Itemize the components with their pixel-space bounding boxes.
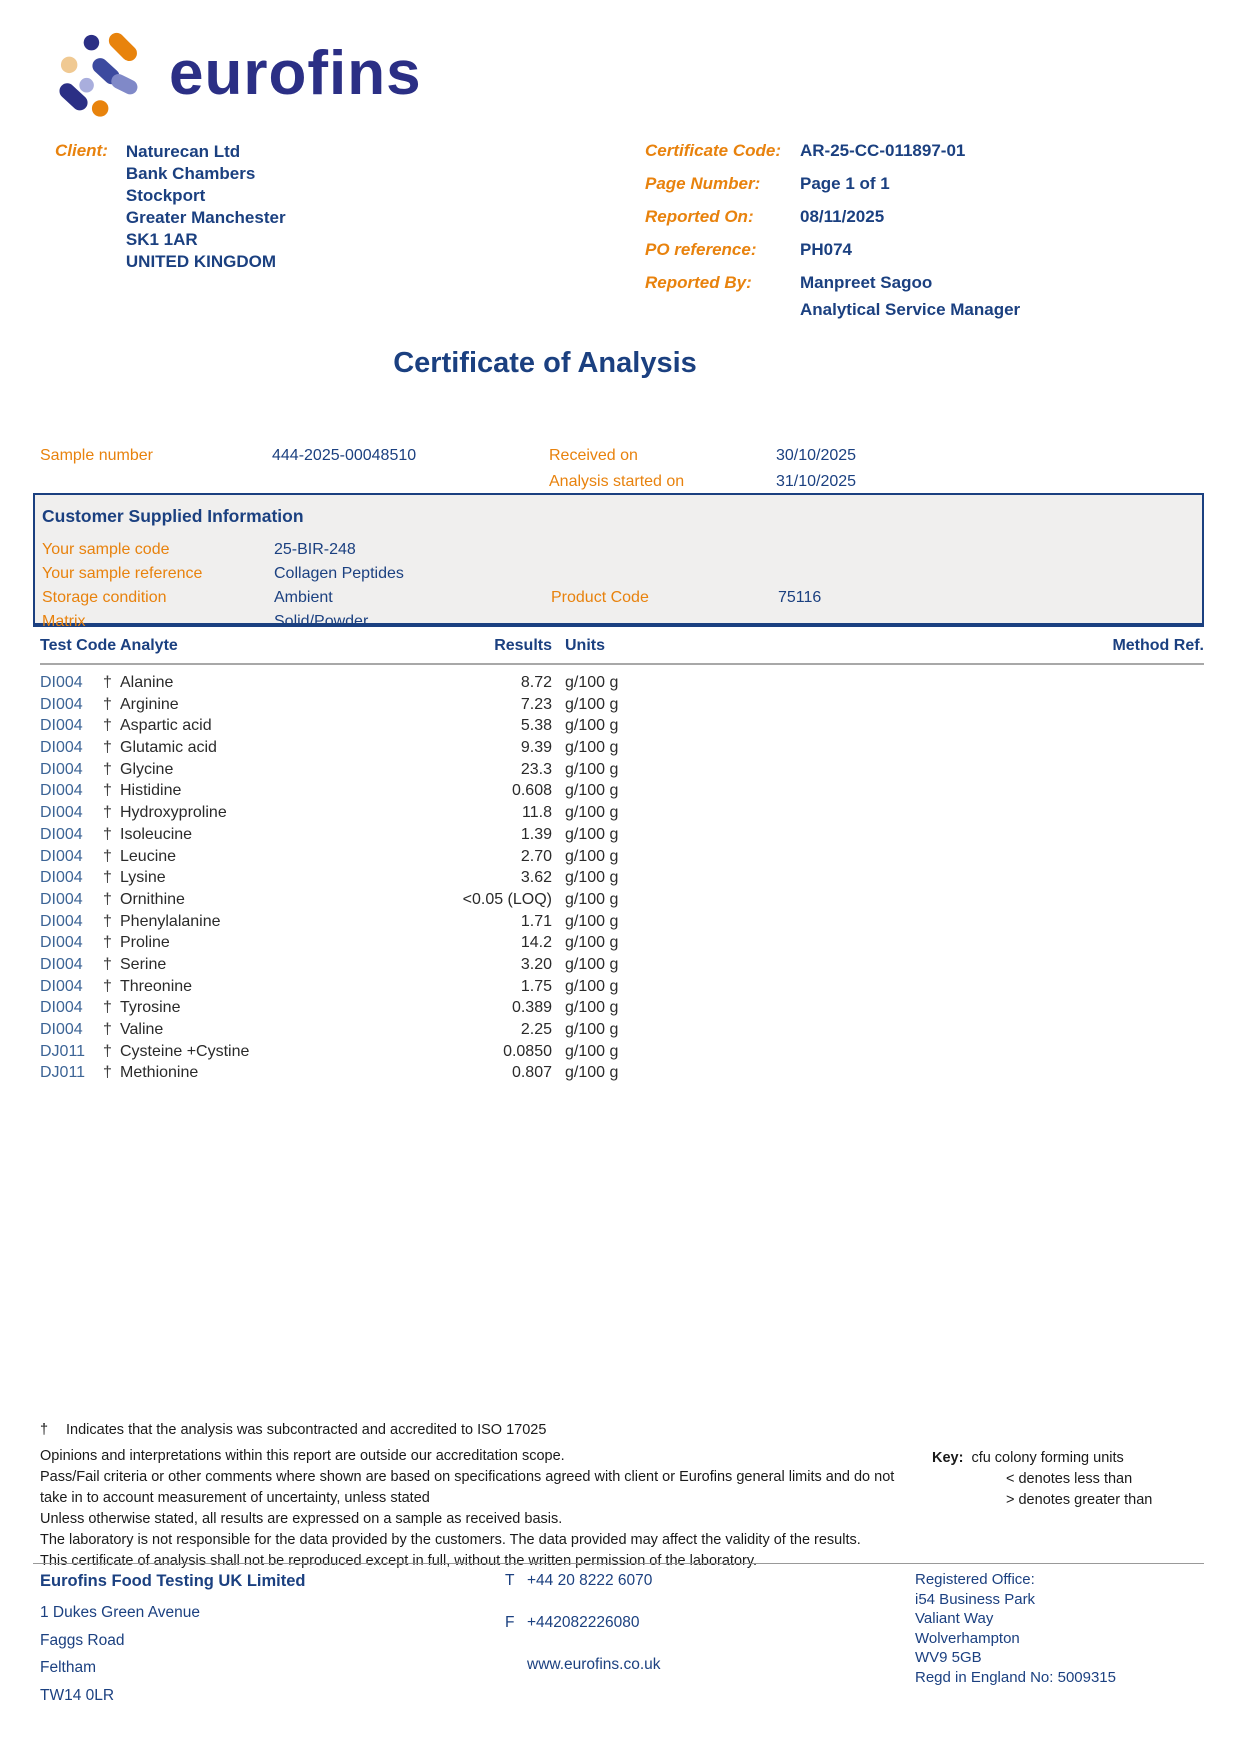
dagger-icon: † [103,869,112,887]
logo-wordmark: eurofins [169,38,422,108]
cell-result: 2.25 [520,1021,552,1038]
customer-info-row [42,562,1202,586]
dagger-icon: † [103,1021,112,1038]
footnote-section [40,1422,1204,1572]
dagger-icon: † [103,1064,112,1082]
cell-units: g/100 g [565,1064,619,1082]
cell-method-ref [672,1041,1204,1063]
table-row [40,694,1204,716]
cell-analyte: Histidine [120,782,182,800]
header-info-section [0,141,1240,319]
table-row [40,759,1204,781]
header-test-code: Test Code [40,637,117,654]
cell-result: 7.23 [520,695,552,713]
meta-value: Manpreet Sagoo [800,273,933,292]
client-block [55,141,286,273]
client-label: Client: [55,141,108,160]
header-results: Results [494,637,552,654]
client-address-line: Greater Manchester [125,208,286,227]
cell-method-ref [672,715,1204,737]
contact-prefix: F [505,1614,515,1631]
cell-test-code: DI004 [40,782,83,800]
cell-result: 14.2 [520,934,552,952]
cell-units: g/100 g [565,934,619,952]
dagger-icon: † [103,804,112,822]
reported-by-title: Analytical Service Manager [800,300,1021,319]
cell-test-code: DI004 [40,674,83,691]
table-row [40,867,1204,889]
customer-info-value-2 [778,610,1202,634]
cell-units: g/100 g [565,955,619,973]
meta-row [645,207,1020,227]
cell-units: g/100 g [565,825,619,843]
footer-contact-row [505,1572,661,1590]
cell-result: 9.39 [520,739,552,757]
customer-info-label: Storage condition [42,589,167,606]
cell-method-ref [672,976,1204,998]
table-row [40,1041,1204,1063]
contact-value: +44 20 8222 6070 [527,1572,653,1589]
customer-info-value: Collagen Peptides [274,565,404,582]
table-row [40,824,1204,846]
dagger-icon: † [103,782,112,800]
received-on-value: 30/10/2025 [776,447,857,464]
meta-label: Reported By: [645,273,752,292]
meta-value: Page 1 of 1 [800,174,890,193]
cell-method-ref [672,932,1204,954]
sample-row-1 [40,443,1204,469]
cell-result: 8.72 [520,674,552,691]
key-less-than: < denotes less than [1006,1471,1133,1487]
key-label: Key: [932,1450,964,1466]
cell-analyte: Phenylalanine [120,912,221,930]
dagger-icon: † [103,999,112,1017]
contact-prefix: T [505,1572,515,1589]
cell-method-ref [672,737,1204,759]
header-logo [55,35,1240,117]
cell-result: 0.807 [511,1064,552,1082]
cell-test-code: DJ011 [40,1064,86,1082]
cell-test-code: DI004 [40,977,83,995]
cell-result: 0.0850 [503,1042,552,1060]
customer-info-rows [42,538,1202,634]
dagger-icon: † [103,977,112,995]
table-row [40,802,1204,824]
cell-method-ref [672,780,1204,802]
dagger-icon: † [103,890,112,908]
cell-test-code: DI004 [40,999,83,1017]
cell-method-ref [672,911,1204,933]
cell-analyte: Arginine [120,695,179,713]
disclaimer-line: take in to account measurement of uncertainty, unless stated [40,1490,430,1506]
analysis-started-label: Analysis started on [549,473,685,490]
dagger-icon: † [103,955,112,973]
footer-company-block [40,1572,306,1709]
dagger-icon: † [103,912,112,930]
meta-label: Reported On: [645,207,754,226]
dagger-icon: † [103,825,112,843]
disclaimer-line: This certificate of analysis shall not be reproduced except in full, without the written permission of the laboratory. [40,1553,758,1569]
page-title: Certificate of Analysis [393,347,697,379]
cell-units: g/100 g [565,674,619,691]
cell-analyte: Tyrosine [120,999,181,1017]
table-row [40,672,1204,694]
cell-units: g/100 g [565,739,619,757]
header-analyte: Analyte [120,637,178,654]
cell-test-code: DI004 [40,847,83,865]
disclaimer-line: Opinions and interpretations within this report are outside our accreditation scope. [40,1448,565,1464]
meta-label: PO reference: [645,240,757,259]
customer-info-value-2: 75116 [778,589,822,606]
cell-units: g/100 g [565,912,619,930]
customer-info-label: Matrix [42,613,86,630]
table-row [40,889,1204,911]
cell-test-code: DI004 [40,1021,83,1038]
customer-info-value-2 [778,562,1202,586]
cell-method-ref [672,802,1204,824]
cell-analyte: Ornithine [120,890,185,908]
dagger-footnote-text: Indicates that the analysis was subcontracted and accredited to ISO 17025 [66,1422,547,1438]
registered-office-line: i54 Business Park [915,1590,1036,1608]
cell-units: g/100 g [565,1021,619,1038]
registered-office-line: Valiant Way [915,1610,994,1627]
contact-prefix [505,1656,527,1674]
meta-row [645,240,1020,260]
table-row [40,932,1204,954]
table-row [40,846,1204,868]
certificate-meta-block [645,141,1020,320]
cell-result: 1.75 [520,977,552,995]
cell-analyte: Glutamic acid [120,739,217,757]
registered-office-line: WV9 5GB [915,1649,982,1666]
eurofins-logo-icon [55,30,155,122]
footer-contact-block [505,1572,661,1698]
cell-analyte: Proline [120,934,170,952]
registered-office-line: Regd in England No: 5009315 [915,1668,1116,1686]
footer-divider [33,1563,1204,1564]
reported-by-title-row [645,300,1020,320]
customer-supplied-info-box [33,493,1204,630]
cell-test-code: DI004 [40,934,83,952]
client-address-line: Bank Chambers [125,164,256,183]
cell-test-code: DI004 [40,760,83,778]
table-row [40,976,1204,998]
cell-result: 3.62 [520,869,552,887]
cell-method-ref [672,867,1204,889]
cell-analyte: Hydroxyproline [120,804,227,822]
client-address-line: UNITED KINGDOM [125,252,277,271]
customer-info-label: Your sample code [42,541,170,558]
disclaimer-line: The laboratory is not responsible for the data provided by the customers. The data provided may affect the validity of the results. [40,1532,861,1548]
analysis-started-value: 31/10/2025 [776,473,857,490]
cell-units: g/100 g [565,804,619,822]
received-on-label: Received on [549,447,638,464]
customer-info-row [42,586,1202,610]
cell-result: 1.71 [520,912,552,930]
cell-test-code: DI004 [40,717,83,735]
cell-units: g/100 g [565,782,619,800]
cell-units: g/100 g [565,869,619,887]
registered-office-line: Wolverhampton [915,1629,1020,1647]
customer-info-label-2 [551,562,778,586]
disclaimer-line: Pass/Fail criteria or other comments where shown are based on specifications agreed with client or Eurofins general limits and do not [40,1469,895,1485]
cell-analyte: Isoleucine [120,825,193,843]
meta-label: Certificate Code: [645,141,782,160]
header-units: Units [565,637,605,654]
contact-value: www.eurofins.co.uk [527,1656,661,1673]
customer-info-value: Ambient [274,589,333,606]
cell-units: g/100 g [565,1042,619,1060]
meta-row [645,141,1020,161]
cell-method-ref [672,1019,1204,1041]
meta-row [645,273,1020,293]
dagger-icon: † [103,760,112,778]
cell-method-ref [672,1062,1204,1084]
cell-result: <0.05 (LOQ) [462,890,552,908]
cell-units: g/100 g [565,847,619,865]
cell-analyte: Threonine [120,977,193,995]
cell-units: g/100 g [565,760,619,778]
customer-info-title: Customer Supplied Information [42,506,304,526]
header-method-ref: Method Ref. [1112,637,1204,654]
results-table-header [40,637,1204,665]
cell-method-ref [672,824,1204,846]
table-row [40,780,1204,802]
customer-info-label-2 [551,538,778,562]
dagger-symbol: † [40,1422,49,1438]
sample-number-value: 444-2025-00048510 [272,447,417,464]
customer-info-value: Solid/Powder [274,613,369,630]
cell-units: g/100 g [565,999,619,1017]
cell-analyte: Leucine [120,847,177,865]
results-table-body [40,672,1204,1084]
cell-result: 5.38 [520,717,552,735]
cell-method-ref [672,694,1204,716]
cell-method-ref [672,997,1204,1019]
cell-method-ref [672,954,1204,976]
cell-test-code: DI004 [40,869,83,887]
table-row [40,737,1204,759]
client-name: Naturecan Ltd [125,142,241,161]
meta-row [645,174,1020,194]
cell-result: 3.20 [520,955,552,973]
contact-value: +442082226080 [527,1614,640,1631]
dagger-icon: † [103,674,112,691]
cell-result: 2.70 [520,847,552,865]
key-cfu-text: cfu colony forming units [971,1450,1124,1466]
client-address [126,141,286,273]
cell-result: 11.8 [522,804,552,822]
customer-info-row [42,538,1202,562]
dagger-icon: † [103,847,112,865]
footer-address-line: Faggs Road [40,1631,125,1649]
cell-method-ref [672,846,1204,868]
client-address-line: SK1 1AR [125,230,198,249]
cell-analyte: Alanine [120,674,174,691]
cell-result: 0.389 [511,999,552,1017]
dagger-icon: † [103,739,112,757]
cell-test-code: DJ011 [40,1042,86,1060]
cell-test-code: DI004 [40,695,83,713]
footer-contact-row [505,1656,661,1674]
cell-result: 0.608 [511,782,552,800]
footer-address-line: 1 Dukes Green Avenue [40,1604,200,1621]
footer-registered-office-block [915,1570,1116,1687]
table-row [40,911,1204,933]
meta-label: Page Number: [645,174,761,193]
key-block [932,1448,1152,1511]
table-row [40,954,1204,976]
customer-info-value-2 [778,538,1202,562]
table-row [40,1062,1204,1084]
disclaimer-line: Unless otherwise stated, all results are expressed on a sample as received basis. [40,1511,563,1527]
cell-test-code: DI004 [40,739,83,757]
cell-units: g/100 g [565,717,619,735]
customer-info-label-2 [551,610,778,634]
dagger-icon: † [103,717,112,735]
sample-number-label: Sample number [40,447,153,464]
cell-analyte: Serine [120,955,167,973]
customer-info-value: 25-BIR-248 [274,541,356,558]
footer-company-address [40,1599,306,1709]
cell-test-code: DI004 [40,825,83,843]
sample-section [33,443,1204,493]
cell-analyte: Valine [120,1021,164,1038]
cell-method-ref [672,889,1204,911]
cell-analyte: Methionine [120,1064,199,1082]
cell-units: g/100 g [565,695,619,713]
cell-analyte: Aspartic acid [120,717,212,735]
cell-units: g/100 g [565,977,619,995]
footer-address-line: Feltham [40,1659,96,1676]
table-row [40,715,1204,737]
sample-row-2 [40,469,1204,495]
dagger-icon: † [103,934,112,952]
cell-method-ref [672,759,1204,781]
cell-method-ref [672,672,1204,694]
key-row [932,1448,1152,1469]
cell-analyte: Lysine [120,869,166,887]
key-greater-than: > denotes greater than [1006,1492,1153,1508]
cell-units: g/100 g [565,890,619,908]
title-wrap [0,347,1090,380]
dagger-icon: † [103,695,112,713]
meta-value: PH074 [800,240,852,259]
cell-analyte: Glycine [120,760,174,778]
meta-value: AR-25-CC-011897-01 [800,141,966,160]
customer-info-label: Your sample reference [42,565,203,582]
cell-test-code: DI004 [40,804,83,822]
customer-info-row [42,610,1202,634]
footer-contact-row [505,1614,661,1632]
footer-address-line: TW14 0LR [40,1686,115,1704]
registered-office-line: Registered Office: [915,1571,1035,1588]
cell-test-code: DI004 [40,890,83,908]
cell-analyte: Cysteine +Cystine [120,1042,250,1060]
meta-value: 08/11/2025 [800,207,885,226]
dagger-icon: † [103,1042,112,1060]
cell-test-code: DI004 [40,955,83,973]
cell-result: 1.39 [520,825,552,843]
results-table [33,637,1204,1084]
customer-info-label-2: Product Code [551,589,649,606]
dagger-footnote [40,1422,1204,1438]
table-row [40,1019,1204,1041]
client-address-line: Stockport [125,186,206,205]
cell-result: 23.3 [520,760,552,778]
footer-company-name: Eurofins Food Testing UK Limited [40,1572,306,1590]
cell-test-code: DI004 [40,912,83,930]
table-row [40,997,1204,1019]
